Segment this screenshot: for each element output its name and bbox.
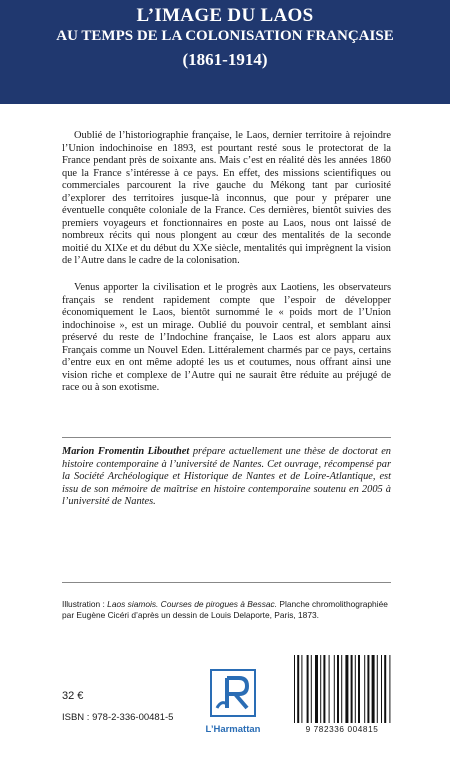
divider <box>62 582 391 583</box>
credit-prefix: Illustration : <box>62 599 108 609</box>
publisher-logo <box>201 668 265 740</box>
author-bio <box>62 446 391 509</box>
barcode-bar <box>341 655 342 723</box>
barcode-bar <box>381 655 382 723</box>
summary-paragraph-2 <box>62 282 391 395</box>
barcode-bar <box>301 655 302 723</box>
barcode-bar <box>358 655 360 723</box>
credit-work-title: Laos siamois. Courses de pirogues à Bessac. <box>107 599 278 609</box>
barcode-bar <box>329 655 330 723</box>
paragraph-text: Oublié de l’historiographie française, le Laos, dernier territoire à rejoindre l’Union indochinoise en 1893, est pourtant resté sous le protectorat de la France pendant près de soixante ans. Mais c’est en réalité dès les années 1860 que la France s’intéresse à ce pays. En effet, des missions scientifiques ou commerciales parcourent la rive gauche du Mékong tant par curiosité d’explorer des territoires jusque-là inconnus, que pour y préparer une éventuelle conquête coloniale de la France. Ces dernières, bientôt suivies des premiers voyageurs et fonctionnaires en poste au Laos, nous ont laissé de nombreux récits qui nous plongent au cœur des mentalités de la seconde moitié du XIXe et du début du XXe siècle, mentalités qui imprègnent la vision de l’Autre dans le cadre de la colonisation. <box>62 130 391 266</box>
isbn-label: ISBN : 978-2-336-00481-5 <box>62 712 174 723</box>
book-dates: (1861-1914) <box>182 50 268 69</box>
publisher-name: L’Harmattan <box>205 724 261 735</box>
summary-paragraph-1 <box>62 130 391 268</box>
barcode-bar <box>297 655 299 723</box>
barcode-bar <box>345 655 348 723</box>
barcode-bar <box>320 655 321 723</box>
barcode-bar <box>307 655 309 723</box>
barcode-bar <box>323 655 325 723</box>
barcode-bar <box>384 655 386 723</box>
credit-details: Planche chromolithographiée par Eugène Cicéri d’après un dessin de Louis Delaporte, Paris, 1873. <box>62 599 388 620</box>
barcode-bar <box>351 655 353 723</box>
barcode-bar <box>334 655 335 723</box>
barcode-bar <box>389 655 390 723</box>
author-bio-text: prépare actuellement une thèse de doctorat en histoire contemporaine à l’université de Nantes. Cet ouvrage, récompensé par la Société Archéologique et Historique de Nantes et de Loire-Atlantique, est issu de son mémoire de maîtrise en histoire contemporaine soutenu en 2005 à l’université de Nantes. <box>62 446 391 508</box>
author-name: Marion Fromentin Libouthet <box>62 446 190 457</box>
barcode-bar <box>364 655 365 723</box>
barcode-icon <box>292 655 392 725</box>
title-banner <box>0 0 450 104</box>
book-subtitle: AU TEMPS DE LA COLONISATION FRANÇAISE <box>56 28 394 44</box>
divider <box>62 437 391 438</box>
book-title: L’IMAGE DU LAOS <box>136 5 314 26</box>
barcode-bar <box>294 655 295 723</box>
illustration-credit <box>62 599 391 621</box>
paragraph-text: Venus apporter la civilisation et le progrès aux Laotiens, les observateurs français se rendent rapidement compte que l’espoir de développer économiquement le Laos, bientôt surnommé le « poids mort de l’Union indochinoise », est un mirage. Oublié du pouvoir central, et semblant ainsi préservé du reste de l’Indochine française, le Laos est alors apparu aux Français comme un Nouvel Eden. Littéralement charmés par ce pays, certains d’entre eux en ont même adopté les us et coutumes, nous offrant ainsi une vision riche et complexe de l’Autre qui ne saurait être réduite au préjugé de race ou à son exotisme. <box>62 282 391 393</box>
barcode-bar <box>372 655 375 723</box>
logo-letter-mark <box>227 678 247 708</box>
barcode-bar <box>377 655 378 723</box>
barcode-bar <box>337 655 339 723</box>
price-label: 32 € <box>62 690 84 702</box>
barcode-bar <box>367 655 369 723</box>
barcode-number: 9 782336 004815 <box>305 725 379 734</box>
barcode-bar <box>315 655 318 723</box>
barcode-bar <box>355 655 356 723</box>
barcode-bar <box>311 655 312 723</box>
